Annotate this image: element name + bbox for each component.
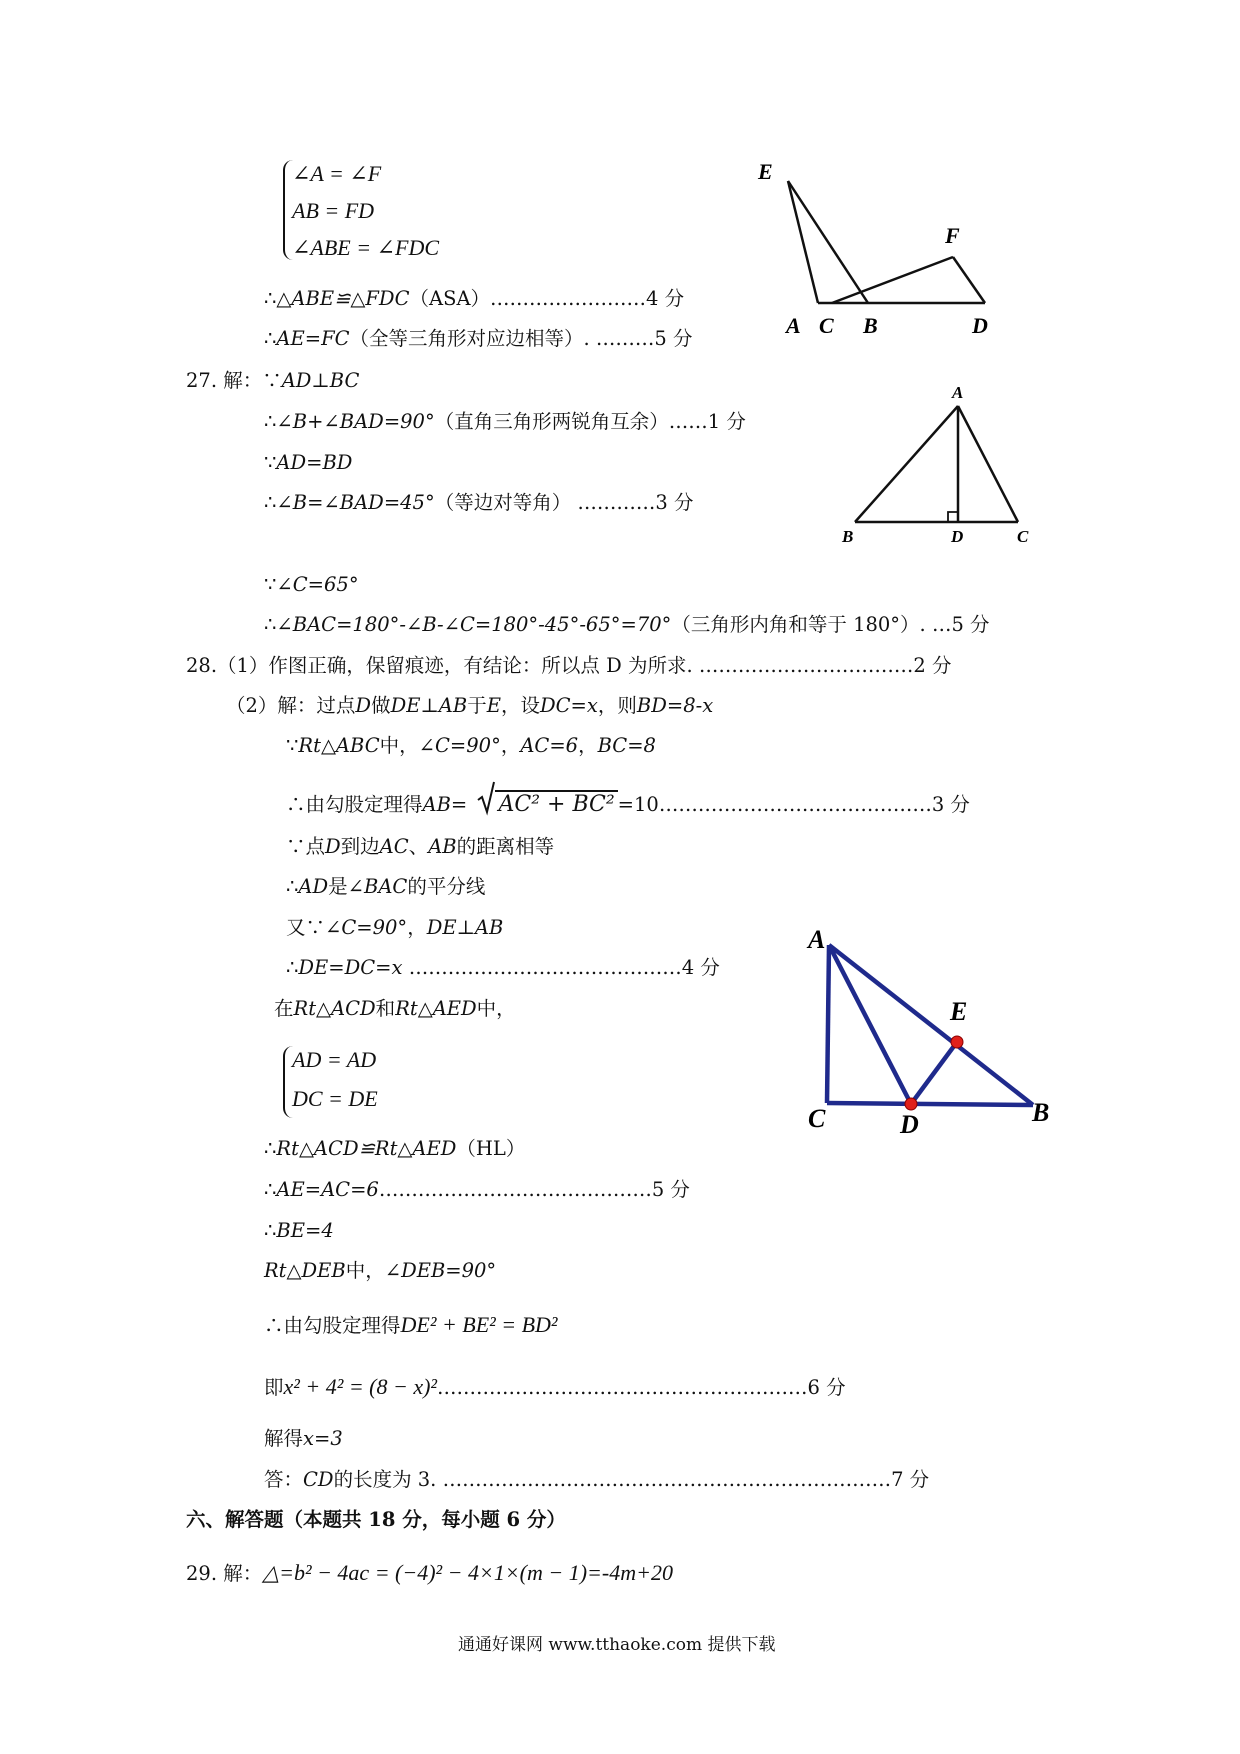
- label-c: C: [1017, 527, 1029, 546]
- proof-line: ∴AD是∠BAC的平分线: [286, 875, 486, 898]
- proof-line: ∵点D到边AC、AB的距离相等: [286, 835, 555, 858]
- page-footer: 通通好课网 www.tthaoke.com 提供下载: [458, 1635, 776, 1655]
- proof-line: ∵Rt△ABC中，∠C=90°，AC=6，BC=8: [286, 734, 656, 757]
- equation-line: ∠A = ∠F: [292, 161, 382, 186]
- label-d: D: [900, 1110, 919, 1135]
- proof-line: 29. 解：△=b² − 4ac = (−4)² − 4×1×(m − 1)=-4m+20: [186, 1560, 673, 1585]
- equation-line: AD = AD: [292, 1047, 377, 1072]
- equation-line: AB = FD: [292, 198, 375, 223]
- section-heading: 六、解答题（本题共 18 分，每小题 6 分）: [186, 1508, 566, 1531]
- proof-line: （2）解：过点D做DE⊥AB于E，设DC=x，则BD=8-x: [226, 694, 714, 717]
- proof-line: ∴AE=AC=6……………………………………5 分: [264, 1178, 690, 1201]
- proof-line: Rt△DEB中，∠DEB=90°: [264, 1259, 497, 1282]
- equation-line: DC = DE: [292, 1086, 378, 1111]
- proof-line: 27. 解：∵AD⊥BC: [186, 369, 360, 392]
- label-b: B: [842, 527, 854, 546]
- point-d: [905, 1098, 917, 1110]
- proof-line: ∴∠B+∠BAD=90°（直角三角形两锐角互余）……1 分: [264, 410, 746, 433]
- label-c: C: [819, 313, 834, 338]
- proof-line: 又∵∠C=90°，DE⊥AB: [286, 916, 504, 939]
- equation-line: ∠ABE = ∠FDC: [292, 235, 440, 260]
- proof-line: ∴△ABE≌△FDC（ASA）……………………4 分: [264, 287, 685, 310]
- proof-line: ∴BE=4: [264, 1219, 334, 1242]
- proof-line: 答：CD的长度为 3. ……………………………………………………………7 分: [264, 1468, 930, 1491]
- proof-line: ∴AE=FC（全等三角形对应边相等）. ………5 分: [264, 327, 693, 350]
- point-e: [951, 1036, 963, 1048]
- triangle-figure-q28: [800, 915, 1070, 1135]
- label-c: C: [808, 1104, 826, 1133]
- proof-line: ∴∠B=∠BAD=45°（等边对等角） …………3 分: [264, 491, 694, 514]
- triangle-figure-q27: [830, 380, 1050, 550]
- triangle-figure-q26: [750, 155, 1010, 345]
- label-d: D: [972, 313, 988, 338]
- proof-line: 解得x=3: [264, 1427, 343, 1450]
- proof-line: 28.（1）作图正确，保留痕迹，有结论：所以点 D 为所求. ……………………………2 分: [186, 654, 952, 677]
- label-b: B: [1032, 1098, 1050, 1127]
- label-e: E: [950, 997, 968, 1026]
- label-f: F: [945, 223, 960, 248]
- label-b: B: [863, 313, 878, 338]
- label-a: A: [786, 313, 801, 338]
- proof-line: ∴由勾股定理得DE² + BE² = BD²: [264, 1312, 558, 1337]
- label-a: A: [952, 383, 964, 402]
- proof-line: ∴由勾股定理得AB= AC² + BC² =10……………………………………3 分: [286, 790, 970, 818]
- proof-line: ∴∠BAC=180°-∠B-∠C=180°-45°-65°=70°（三角形内角和等于 180°）. …5 分: [264, 613, 990, 636]
- proof-line: 在Rt△ACD和Rt△AED中，: [274, 997, 516, 1020]
- label-e: E: [758, 159, 773, 184]
- sqrt-expression: AC² + BC²: [477, 790, 617, 818]
- label-d: D: [951, 527, 964, 546]
- proof-line: ∵∠C=65°: [264, 573, 359, 596]
- label-a: A: [808, 925, 826, 954]
- proof-line: 即x² + 4² = (8 − x)²…………………………………………………6 分: [264, 1374, 846, 1399]
- proof-line: ∴Rt△ACD≌Rt△AED（HL）: [264, 1137, 526, 1160]
- proof-line: ∵AD=BD: [264, 451, 353, 474]
- proof-line: ∴DE=DC=x ……………………………………4 分: [286, 956, 720, 979]
